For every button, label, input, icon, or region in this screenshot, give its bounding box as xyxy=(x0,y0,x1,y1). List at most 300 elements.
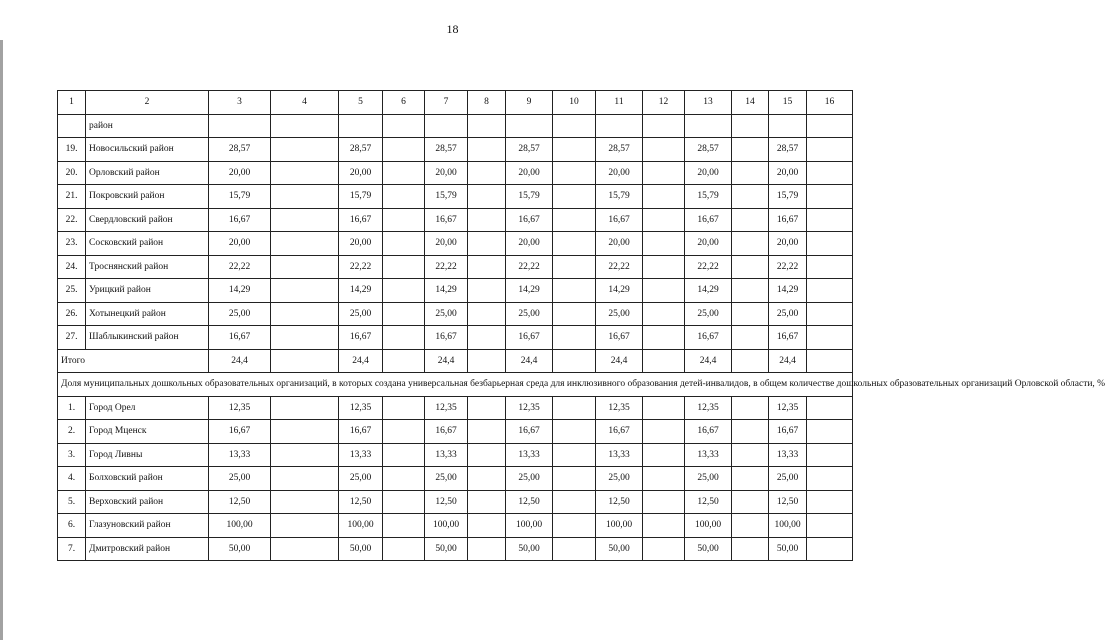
empty-cell xyxy=(468,467,506,491)
empty-cell xyxy=(271,208,339,232)
empty-cell xyxy=(383,514,425,538)
empty-cell xyxy=(643,537,685,561)
empty-cell xyxy=(553,326,596,350)
empty-cell xyxy=(553,185,596,209)
table-row xyxy=(58,185,853,209)
empty-cell xyxy=(271,467,339,491)
empty-cell xyxy=(807,208,853,232)
column-number: 1 xyxy=(58,91,86,115)
empty-cell xyxy=(383,161,425,185)
empty-cell xyxy=(383,443,425,467)
empty-cell xyxy=(732,185,769,209)
column-number: 2 xyxy=(86,91,209,115)
empty-cell xyxy=(553,302,596,326)
value-cell: 25,00 xyxy=(506,467,553,491)
value-cell: 12,50 xyxy=(685,490,732,514)
empty-cell xyxy=(807,161,853,185)
district-name: Верховский район xyxy=(86,490,209,514)
value-cell: 12,50 xyxy=(209,490,271,514)
empty-cell xyxy=(553,537,596,561)
value-cell: 100,00 xyxy=(209,514,271,538)
value-cell: 28,57 xyxy=(339,138,383,162)
value-cell: 16,67 xyxy=(506,326,553,350)
value-cell: 28,57 xyxy=(769,138,807,162)
value-cell: 16,67 xyxy=(596,208,643,232)
empty-cell xyxy=(732,514,769,538)
value-cell: 50,00 xyxy=(506,537,553,561)
value-cell: 25,00 xyxy=(596,302,643,326)
empty-cell xyxy=(643,443,685,467)
value-cell: 20,00 xyxy=(685,161,732,185)
table-row xyxy=(58,232,853,256)
empty-cell xyxy=(553,279,596,303)
empty-cell xyxy=(807,396,853,420)
value-cell: 12,35 xyxy=(769,396,807,420)
empty-cell xyxy=(732,302,769,326)
value-cell: 50,00 xyxy=(596,537,643,561)
section-row xyxy=(58,373,853,397)
value-cell: 13,33 xyxy=(425,443,468,467)
column-number: 4 xyxy=(271,91,339,115)
empty-cell xyxy=(468,279,506,303)
empty-cell xyxy=(685,114,732,138)
empty-cell xyxy=(643,349,685,373)
row-index: 5. xyxy=(58,490,86,514)
table-row xyxy=(58,138,853,162)
empty-cell xyxy=(732,114,769,138)
value-cell: 20,00 xyxy=(596,232,643,256)
empty-cell xyxy=(383,420,425,444)
value-cell: 14,29 xyxy=(209,279,271,303)
empty-cell xyxy=(732,138,769,162)
empty-cell xyxy=(383,255,425,279)
row-index: 1. xyxy=(58,396,86,420)
empty-cell xyxy=(271,490,339,514)
value-cell: 13,33 xyxy=(209,443,271,467)
empty-cell xyxy=(643,326,685,350)
empty-cell xyxy=(643,420,685,444)
row-index: 6. xyxy=(58,514,86,538)
value-cell: 50,00 xyxy=(685,537,732,561)
value-cell: 13,33 xyxy=(769,443,807,467)
empty-cell xyxy=(468,420,506,444)
value-cell: 13,33 xyxy=(339,443,383,467)
empty-cell xyxy=(553,396,596,420)
value-cell: 16,67 xyxy=(596,326,643,350)
empty-cell xyxy=(807,279,853,303)
empty-cell xyxy=(732,537,769,561)
empty-cell xyxy=(553,114,596,138)
value-cell: 16,67 xyxy=(506,420,553,444)
value-cell: 14,29 xyxy=(596,279,643,303)
value-cell: 25,00 xyxy=(425,302,468,326)
empty-cell xyxy=(553,349,596,373)
empty-cell xyxy=(383,208,425,232)
value-cell: 28,57 xyxy=(685,138,732,162)
table-row xyxy=(58,302,853,326)
row-index: 20. xyxy=(58,161,86,185)
district-name: Новосильский район xyxy=(86,138,209,162)
empty-cell xyxy=(553,420,596,444)
empty-cell xyxy=(271,420,339,444)
value-cell: 22,22 xyxy=(506,255,553,279)
value-cell: 28,57 xyxy=(425,138,468,162)
empty-cell xyxy=(807,490,853,514)
value-cell: 100,00 xyxy=(685,514,732,538)
value-cell: 13,33 xyxy=(685,443,732,467)
row-index: 27. xyxy=(58,326,86,350)
value-cell: 12,35 xyxy=(596,396,643,420)
row-index: 3. xyxy=(58,443,86,467)
value-cell: 15,79 xyxy=(339,185,383,209)
row-index: 19. xyxy=(58,138,86,162)
value-cell: 25,00 xyxy=(596,467,643,491)
empty-cell xyxy=(643,467,685,491)
value-cell: 13,33 xyxy=(506,443,553,467)
empty-cell xyxy=(468,114,506,138)
value-cell: 16,67 xyxy=(685,208,732,232)
table-row xyxy=(58,467,853,491)
empty-cell xyxy=(271,396,339,420)
empty-cell xyxy=(807,349,853,373)
value-cell: 25,00 xyxy=(769,302,807,326)
district-name: Глазуновский район xyxy=(86,514,209,538)
value-cell: 14,29 xyxy=(425,279,468,303)
value-cell: 12,50 xyxy=(506,490,553,514)
column-number: 8 xyxy=(468,91,506,115)
column-number: 10 xyxy=(553,91,596,115)
empty-cell xyxy=(271,326,339,350)
district-name: Орловский район xyxy=(86,161,209,185)
value-cell: 12,35 xyxy=(339,396,383,420)
column-number: 7 xyxy=(425,91,468,115)
value-cell: 16,67 xyxy=(425,420,468,444)
empty-cell xyxy=(383,326,425,350)
total-value: 24,4 xyxy=(769,349,807,373)
value-cell: 16,67 xyxy=(339,208,383,232)
row-index: 26. xyxy=(58,302,86,326)
value-cell: 20,00 xyxy=(685,232,732,256)
empty-cell xyxy=(506,114,553,138)
column-number: 16 xyxy=(807,91,853,115)
empty-cell xyxy=(553,208,596,232)
empty-cell xyxy=(58,114,86,138)
empty-cell xyxy=(553,443,596,467)
empty-cell xyxy=(807,138,853,162)
empty-cell xyxy=(383,349,425,373)
empty-cell xyxy=(643,302,685,326)
value-cell: 15,79 xyxy=(685,185,732,209)
row-index: 4. xyxy=(58,467,86,491)
empty-cell xyxy=(383,396,425,420)
value-cell: 16,67 xyxy=(596,420,643,444)
value-cell: 20,00 xyxy=(209,232,271,256)
empty-cell xyxy=(383,114,425,138)
value-cell: 12,35 xyxy=(209,396,271,420)
empty-cell xyxy=(643,161,685,185)
table-row xyxy=(58,279,853,303)
district-name: Хотынецкий район xyxy=(86,302,209,326)
value-cell: 20,00 xyxy=(339,232,383,256)
empty-cell xyxy=(271,443,339,467)
empty-cell xyxy=(425,114,468,138)
empty-cell xyxy=(468,349,506,373)
empty-cell xyxy=(807,326,853,350)
value-cell: 16,67 xyxy=(425,208,468,232)
value-cell: 25,00 xyxy=(209,467,271,491)
row-index: 24. xyxy=(58,255,86,279)
value-cell: 20,00 xyxy=(209,161,271,185)
value-cell: 20,00 xyxy=(769,161,807,185)
value-cell: 28,57 xyxy=(506,138,553,162)
empty-cell xyxy=(383,537,425,561)
continuation-row xyxy=(58,114,853,138)
empty-cell xyxy=(732,326,769,350)
value-cell: 50,00 xyxy=(209,537,271,561)
empty-cell xyxy=(468,490,506,514)
empty-cell xyxy=(643,514,685,538)
row-index: 22. xyxy=(58,208,86,232)
value-cell: 25,00 xyxy=(506,302,553,326)
empty-cell xyxy=(807,443,853,467)
table-body xyxy=(58,91,1105,561)
value-cell: 20,00 xyxy=(506,161,553,185)
value-cell: 25,00 xyxy=(685,302,732,326)
empty-cell xyxy=(468,232,506,256)
empty-cell xyxy=(643,490,685,514)
district-name: Дмитровский район xyxy=(86,537,209,561)
row-index: 25. xyxy=(58,279,86,303)
empty-cell xyxy=(468,537,506,561)
total-value: 24,4 xyxy=(425,349,468,373)
empty-cell xyxy=(807,514,853,538)
value-cell: 20,00 xyxy=(506,232,553,256)
value-cell: 22,22 xyxy=(769,255,807,279)
value-cell: 20,00 xyxy=(339,161,383,185)
value-cell: 50,00 xyxy=(339,537,383,561)
empty-cell xyxy=(807,232,853,256)
value-cell: 25,00 xyxy=(209,302,271,326)
empty-cell xyxy=(271,185,339,209)
column-number: 3 xyxy=(209,91,271,115)
empty-cell xyxy=(271,114,339,138)
value-cell: 12,35 xyxy=(685,396,732,420)
empty-cell xyxy=(468,326,506,350)
empty-cell xyxy=(732,349,769,373)
row-index: 7. xyxy=(58,537,86,561)
empty-cell xyxy=(271,349,339,373)
column-number: 14 xyxy=(732,91,769,115)
empty-cell xyxy=(732,232,769,256)
value-cell: 16,67 xyxy=(209,420,271,444)
value-cell: 12,35 xyxy=(506,396,553,420)
empty-cell xyxy=(271,514,339,538)
empty-cell xyxy=(553,255,596,279)
continuation-label: район xyxy=(86,114,209,138)
row-index: 21. xyxy=(58,185,86,209)
empty-cell xyxy=(553,138,596,162)
district-name: Болховский район xyxy=(86,467,209,491)
column-number: 9 xyxy=(506,91,553,115)
empty-cell xyxy=(596,114,643,138)
empty-cell xyxy=(553,490,596,514)
scan-edge xyxy=(0,40,3,640)
table-row xyxy=(58,537,853,561)
value-cell: 16,67 xyxy=(769,420,807,444)
empty-cell xyxy=(807,185,853,209)
value-cell: 15,79 xyxy=(425,185,468,209)
value-cell: 16,67 xyxy=(209,326,271,350)
column-number: 15 xyxy=(769,91,807,115)
empty-cell xyxy=(732,208,769,232)
district-name: Город Мценск xyxy=(86,420,209,444)
empty-cell xyxy=(732,420,769,444)
value-cell: 15,79 xyxy=(209,185,271,209)
table-row xyxy=(58,255,853,279)
value-cell: 14,29 xyxy=(769,279,807,303)
value-cell: 20,00 xyxy=(425,161,468,185)
empty-cell xyxy=(553,161,596,185)
table-row xyxy=(58,420,853,444)
empty-cell xyxy=(271,255,339,279)
empty-cell xyxy=(553,232,596,256)
empty-cell xyxy=(383,279,425,303)
value-cell: 22,22 xyxy=(596,255,643,279)
district-name: Свердловский район xyxy=(86,208,209,232)
empty-cell xyxy=(643,185,685,209)
column-number: 11 xyxy=(596,91,643,115)
header-row xyxy=(58,91,853,115)
empty-cell xyxy=(468,208,506,232)
empty-cell xyxy=(468,443,506,467)
value-cell: 12,50 xyxy=(769,490,807,514)
column-number: 5 xyxy=(339,91,383,115)
value-cell: 28,57 xyxy=(596,138,643,162)
value-cell: 16,67 xyxy=(425,326,468,350)
district-name: Город Орел xyxy=(86,396,209,420)
empty-cell xyxy=(468,514,506,538)
empty-cell xyxy=(468,255,506,279)
empty-cell xyxy=(553,514,596,538)
data-table xyxy=(57,90,1105,561)
value-cell: 50,00 xyxy=(425,537,468,561)
value-cell: 16,67 xyxy=(685,326,732,350)
empty-cell xyxy=(807,302,853,326)
value-cell: 12,50 xyxy=(339,490,383,514)
empty-cell xyxy=(339,114,383,138)
value-cell: 14,29 xyxy=(685,279,732,303)
district-name: Покровский район xyxy=(86,185,209,209)
table-row xyxy=(58,514,853,538)
empty-cell xyxy=(468,302,506,326)
value-cell: 16,67 xyxy=(769,208,807,232)
value-cell: 16,67 xyxy=(506,208,553,232)
value-cell: 22,22 xyxy=(425,255,468,279)
table-row xyxy=(58,161,853,185)
value-cell: 25,00 xyxy=(339,467,383,491)
value-cell: 14,29 xyxy=(339,279,383,303)
table-row xyxy=(58,490,853,514)
value-cell: 28,57 xyxy=(209,138,271,162)
value-cell: 25,00 xyxy=(769,467,807,491)
empty-cell xyxy=(643,396,685,420)
empty-cell xyxy=(732,443,769,467)
value-cell: 12,50 xyxy=(425,490,468,514)
empty-cell xyxy=(383,232,425,256)
value-cell: 20,00 xyxy=(425,232,468,256)
value-cell: 16,67 xyxy=(339,420,383,444)
district-name: Урицкий район xyxy=(86,279,209,303)
table-row xyxy=(58,326,853,350)
empty-cell xyxy=(643,208,685,232)
page-number: 18 xyxy=(446,22,459,36)
value-cell: 20,00 xyxy=(596,161,643,185)
row-index: 2. xyxy=(58,420,86,444)
value-cell: 22,22 xyxy=(209,255,271,279)
total-value: 24,4 xyxy=(209,349,271,373)
empty-cell xyxy=(643,255,685,279)
value-cell: 100,00 xyxy=(339,514,383,538)
empty-cell xyxy=(643,232,685,256)
empty-cell xyxy=(383,302,425,326)
empty-cell xyxy=(271,279,339,303)
value-cell: 12,50 xyxy=(596,490,643,514)
empty-cell xyxy=(643,114,685,138)
value-cell: 100,00 xyxy=(425,514,468,538)
value-cell: 25,00 xyxy=(339,302,383,326)
empty-cell xyxy=(271,537,339,561)
value-cell: 50,00 xyxy=(769,537,807,561)
row-index: 23. xyxy=(58,232,86,256)
value-cell: 16,67 xyxy=(209,208,271,232)
value-cell: 100,00 xyxy=(506,514,553,538)
district-name: Город Ливны xyxy=(86,443,209,467)
empty-cell xyxy=(383,185,425,209)
section-title: Доля муниципальных дошкольных образовательных организаций, в которых создана универсальная безбарьерная среда для инклюзивного образования детей-инвалидов, в общем количестве дошкольных образовательных организаций Орловской области, % xyxy=(58,373,853,397)
empty-cell xyxy=(271,138,339,162)
table-row xyxy=(58,208,853,232)
empty-cell xyxy=(807,467,853,491)
empty-cell xyxy=(732,161,769,185)
column-number: 6 xyxy=(383,91,425,115)
empty-cell xyxy=(732,279,769,303)
value-cell: 15,79 xyxy=(596,185,643,209)
empty-cell xyxy=(383,467,425,491)
value-cell: 22,22 xyxy=(339,255,383,279)
empty-cell xyxy=(209,114,271,138)
empty-cell xyxy=(383,490,425,514)
empty-cell xyxy=(468,396,506,420)
column-number: 12 xyxy=(643,91,685,115)
total-value: 24,4 xyxy=(596,349,643,373)
empty-cell xyxy=(383,138,425,162)
empty-cell xyxy=(468,161,506,185)
empty-cell xyxy=(468,185,506,209)
value-cell: 25,00 xyxy=(685,467,732,491)
empty-cell xyxy=(271,232,339,256)
value-cell: 16,67 xyxy=(685,420,732,444)
empty-cell xyxy=(807,420,853,444)
value-cell: 100,00 xyxy=(596,514,643,538)
empty-cell xyxy=(468,138,506,162)
empty-cell xyxy=(732,255,769,279)
empty-cell xyxy=(643,138,685,162)
table-row xyxy=(58,396,853,420)
value-cell: 14,29 xyxy=(506,279,553,303)
district-name: Шаблыкинский район xyxy=(86,326,209,350)
value-cell: 15,79 xyxy=(769,185,807,209)
total-row xyxy=(58,349,853,373)
